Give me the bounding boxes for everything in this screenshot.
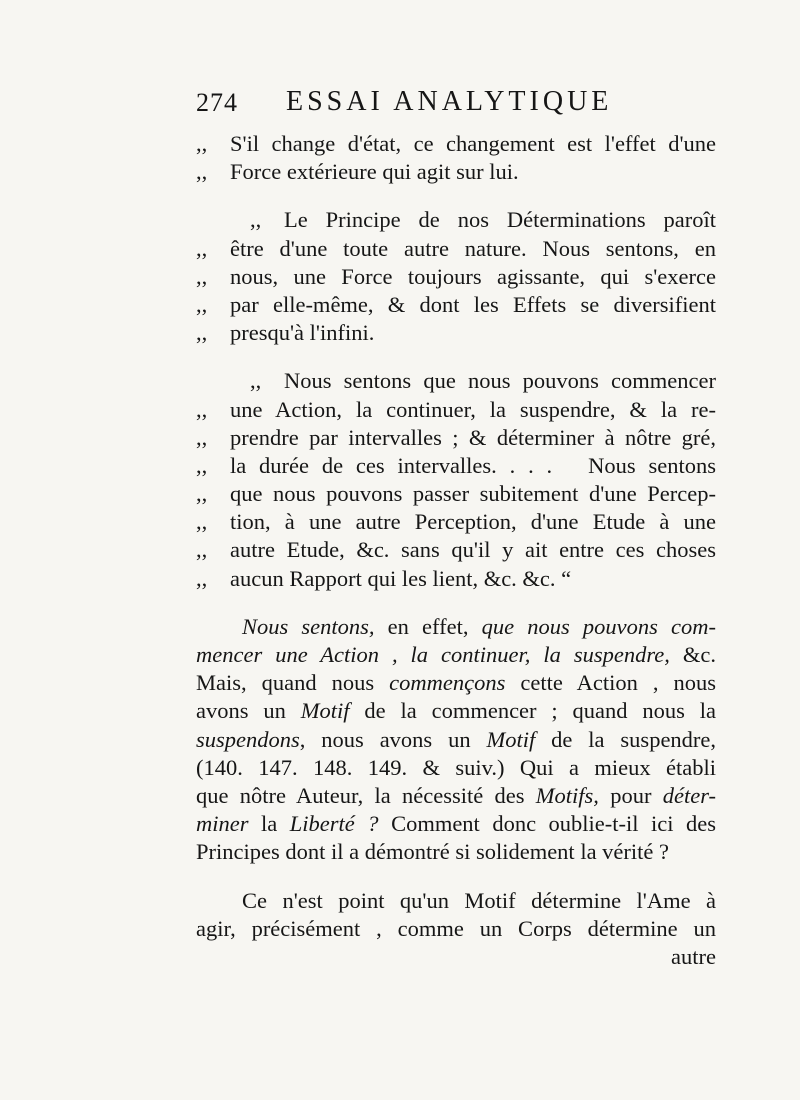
quote-mark: ,,	[196, 263, 208, 289]
text-line: Ce n'est point qu'un Motif détermine l'Ame à	[242, 887, 716, 913]
body-text	[196, 130, 716, 971]
text-line: miner la Liberté ? Comment donc oublie-t-il ici des	[196, 811, 717, 837]
text-line: Nous sentons, en effet, que nous pouvons com-	[242, 613, 717, 639]
text-line: (140. 147. 148. 149. & suiv.) Qui a mieux établi	[196, 754, 716, 780]
quote-mark: ,,	[196, 131, 208, 156]
text-line: ,, une Action, la continuer, la suspendre, & la re-	[196, 396, 716, 424]
text-line: ,, que nous pouvons passer subitement d'une Percep-	[196, 480, 716, 508]
paragraph-5	[196, 887, 716, 943]
paragraph-2	[196, 206, 716, 347]
text-line: ,, être d'une toute autre nature. Nous sentons, en	[196, 235, 716, 263]
running-head	[196, 86, 716, 122]
paragraph-4	[196, 613, 716, 867]
text-line: ,, Nous sentons que nous pouvons commencer	[196, 367, 716, 395]
quote-mark: ,,	[196, 320, 208, 346]
catchword: autre	[671, 943, 716, 969]
running-title: ESSAI ANALYTIQUE	[286, 86, 613, 117]
quote-mark: ,,	[196, 396, 208, 422]
text-line: que nôtre Auteur, la nécessité des Motifs, pour déter-	[196, 782, 717, 808]
text-line: ,, tion, à une autre Perception, d'une Etude à une	[196, 508, 716, 536]
quote-mark: ,,	[196, 537, 208, 563]
quote-mark: ,,	[196, 159, 208, 185]
text-line: ,, Force extérieure qui agit sur lui.	[196, 158, 716, 186]
text-line: ,, aucun Rapport qui les lient, &c. &c. “	[196, 565, 716, 593]
text-line: agir, précisément , comme un Corps détermine un	[196, 915, 716, 941]
page-number: 274	[196, 88, 238, 117]
text-line: ,, Le Principe de nos Déterminations paroît	[196, 206, 716, 234]
text-line: Mais, quand nous commençons cette Action , nous	[196, 670, 717, 696]
text-line: Principes dont il a démontré si solidement la vérité ?	[196, 839, 670, 865]
text-line: ,, par elle-même, & dont les Effets se diversifient	[196, 291, 716, 319]
paragraph-1	[196, 130, 716, 186]
text-line: ,, S'il change d'état, ce changement est l'effet d'une	[196, 130, 716, 158]
quote-mark: ,,	[250, 368, 262, 394]
text-line: ,, autre Etude, &c. sans qu'il y ait entre ces choses	[196, 536, 716, 564]
text-line: mencer une Action , la continuer, la suspendre, &c.	[196, 642, 716, 667]
text-line: avons un Motif de la commencer ; quand nous la	[196, 698, 717, 724]
text-line: suspendons, nous avons un Motif de la suspendre,	[196, 726, 717, 752]
quote-mark: ,,	[196, 452, 208, 478]
text-line: ,, prendre par intervalles ; & déterminer à nôtre gré,	[196, 424, 716, 452]
quote-mark: ,,	[196, 509, 208, 535]
quote-mark: ,,	[196, 481, 208, 507]
quote-mark: ,,	[196, 235, 208, 261]
quote-mark: ,,	[250, 207, 262, 233]
text-line: ,, la durée de ces intervalles. . . . Nous sentons	[196, 452, 716, 480]
text-line: ,, presqu'à l'infini.	[196, 319, 716, 347]
quote-mark: ,,	[196, 424, 208, 450]
text-line: ,, nous, une Force toujours agissante, qui s'exerce	[196, 263, 716, 291]
quote-mark: ,,	[196, 565, 208, 591]
paragraph-3	[196, 367, 716, 593]
quote-mark: ,,	[196, 291, 208, 317]
